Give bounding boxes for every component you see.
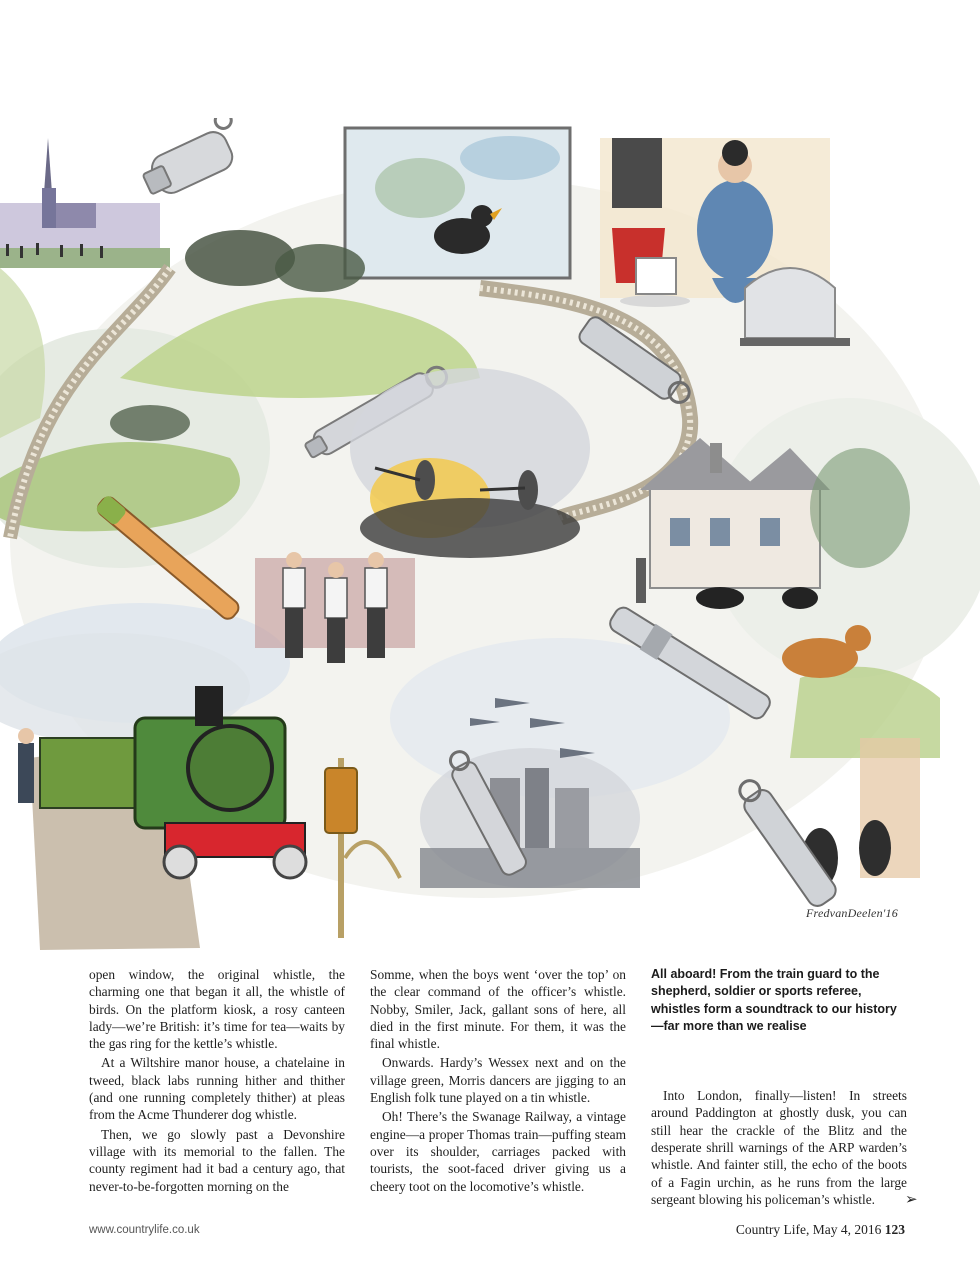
paragraph: Into London, finally—listen! In streets around Paddington at ghostly dusk, you can still hear the crackle of the Blitz and the desperate shrill warnings of the ARP warden’s whistle. And fainter still, the echo of the boots of a Fagin urchin, as he runs from the large sergeant blowing his policeman’s whistle. bbox=[651, 1088, 907, 1207]
somme-battlefield bbox=[350, 368, 590, 558]
illustration bbox=[0, 118, 980, 950]
watercolour-illustration bbox=[0, 118, 980, 950]
page-number: 123 bbox=[884, 1222, 905, 1237]
continue-arrow-icon: ➢ bbox=[905, 1190, 918, 1208]
referee-whistle bbox=[133, 118, 250, 202]
text-column-2 bbox=[370, 966, 626, 1195]
page-footer bbox=[736, 1222, 905, 1238]
website-url: www.countrylife.co.uk bbox=[89, 1224, 200, 1236]
paragraph: Then, we go slowly past a Devonshire village with its memorial to the fallen. The county regiment had it bad a century ago, that never-to-be-forgotten morning on the bbox=[89, 1126, 345, 1194]
paragraph: At a Wiltshire manor house, a chatelaine in tweed, black labs running hither and thither (and one running completely thither) at pleas from the Acme Thunderer dog whistle. bbox=[89, 1055, 345, 1123]
paragraph: Somme, when the boys went ‘over the top’ on the clear command of the officer’s whistle. Nobby, Smiler, Jack, gallant sons of here, all died in the first minute. For them, it was the final whistle. bbox=[370, 967, 626, 1052]
pull-quote: All aboard! From the train guard to the shepherd, soldier or sports referee, whistles form a soundtrack to our history—far more than we realise bbox=[651, 967, 897, 1033]
text-column-1 bbox=[89, 966, 345, 1195]
window-blackbird bbox=[345, 128, 570, 278]
text-column-3 bbox=[651, 966, 907, 1208]
morris-dancers bbox=[255, 552, 415, 663]
church-skyline bbox=[0, 138, 170, 268]
paragraph: Onwards. Hardy’s Wessex next and on the village green, Morris dancers are jigging to an English folk tune played on a tin whistle. bbox=[370, 1055, 626, 1106]
paragraph: Oh! There’s the Swanage Railway, a vintage engine—a proper Thomas train—puffing steam over its shoulder, carriages packed with tourists, the soot-faced driver giving us a cheery toot on the locomotive’s whistle. bbox=[370, 1109, 626, 1194]
publication-date: Country Life, May 4, 2016 bbox=[735, 1222, 882, 1237]
artist-signature: FredvanDeelen'16 bbox=[806, 906, 898, 920]
paragraph: open window, the original whistle, the charming one that began it all, the whistle of birds. On the platform kiosk, a rosy canteen lady—we’re British: it’s time for tea—waits by the gas ring for the kettle’s whistle. bbox=[89, 967, 345, 1052]
